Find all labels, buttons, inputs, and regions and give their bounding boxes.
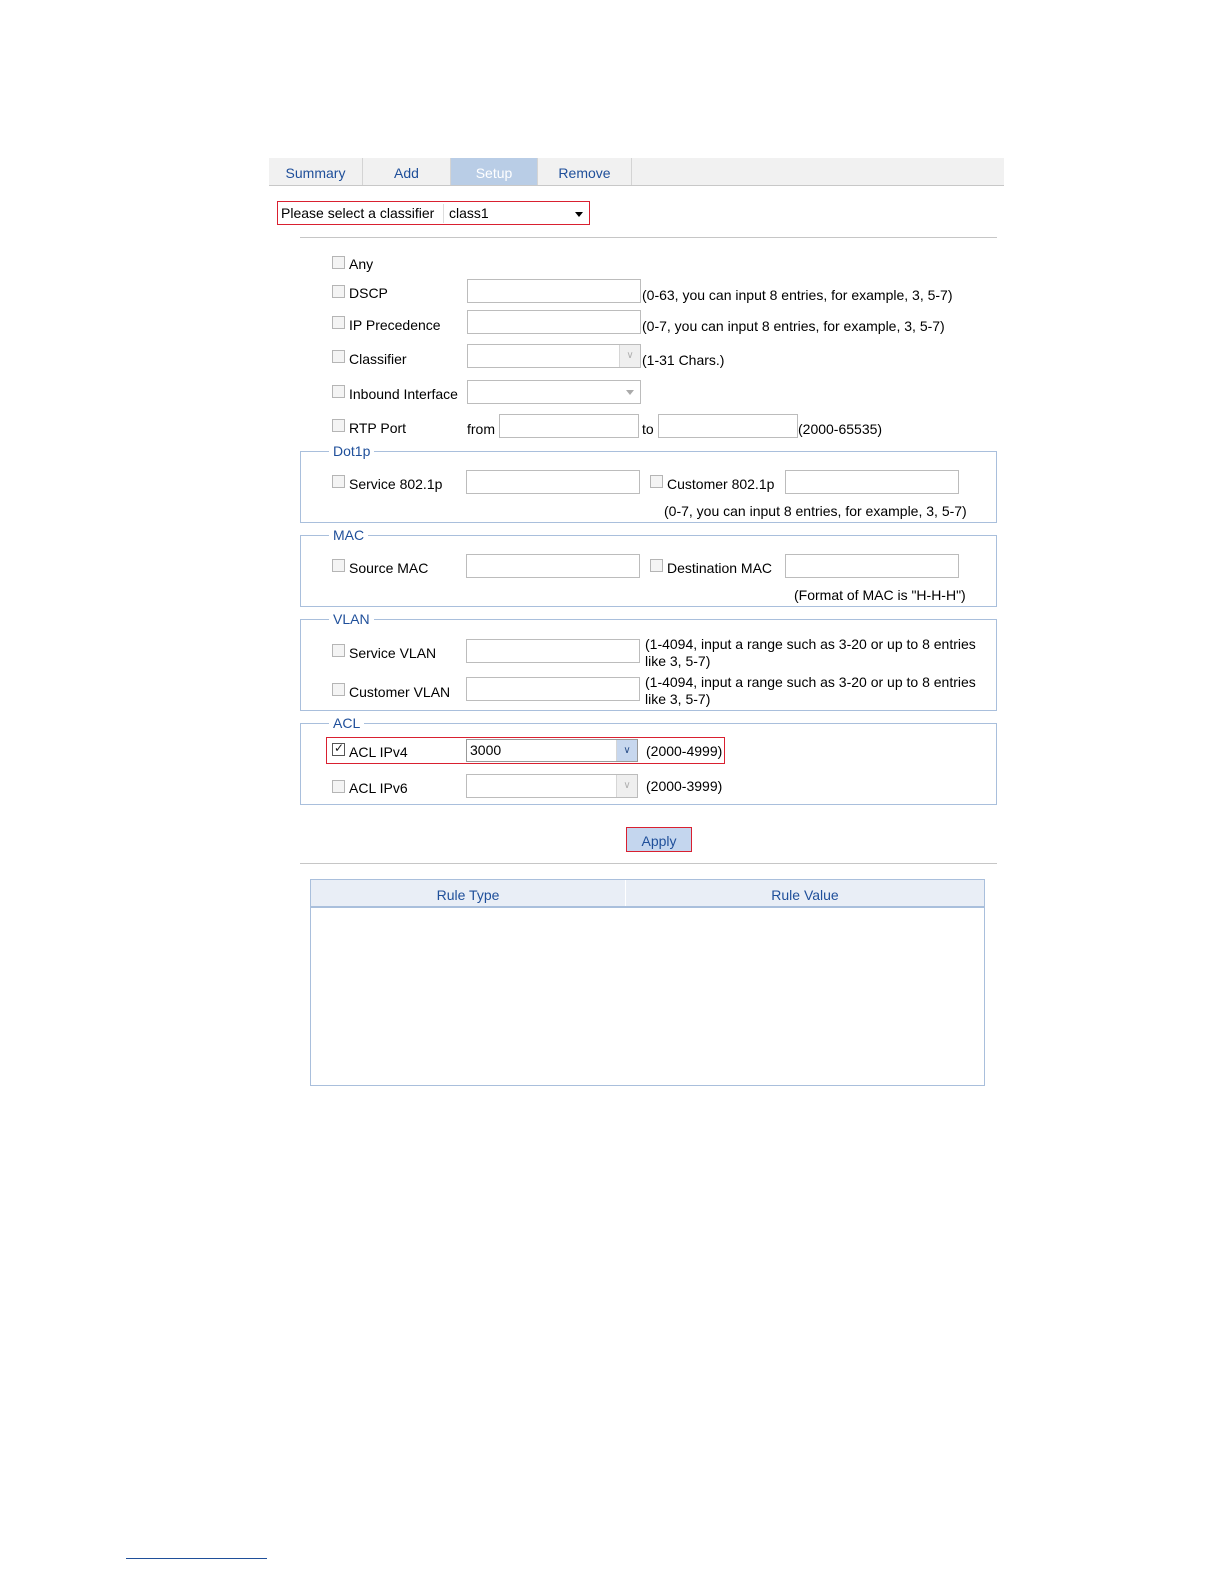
divider <box>300 863 997 864</box>
acl-ipv6-label: ACL IPv6 <box>349 780 408 796</box>
inbound-interface-checkbox[interactable] <box>332 385 345 398</box>
any-label: Any <box>349 256 374 272</box>
vlan-legend: VLAN <box>333 611 370 627</box>
column-header-rule-value[interactable]: Rule Value <box>771 887 839 903</box>
customer-vlan-input[interactable] <box>466 677 640 701</box>
rtp-port-label: RTP Port <box>349 420 407 436</box>
classifier-checkbox[interactable] <box>332 350 345 363</box>
chevron-down-icon <box>626 390 634 395</box>
service-8021p-checkbox[interactable] <box>332 475 345 488</box>
dscp-label: DSCP <box>349 285 388 301</box>
classifier-selector <box>277 201 590 225</box>
chevron-down-icon: ∨ <box>616 775 637 797</box>
classifier-rule-select[interactable] <box>467 344 641 368</box>
dscp-checkbox[interactable] <box>332 285 345 298</box>
chevron-down-icon: ∨ <box>616 740 637 761</box>
source-mac-checkbox[interactable] <box>332 559 345 572</box>
dscp-input[interactable] <box>467 279 641 303</box>
source-mac-input[interactable] <box>466 554 640 578</box>
tab-remove[interactable]: Remove <box>538 158 632 185</box>
acl-ipv6-select[interactable] <box>466 774 638 798</box>
customer-vlan-checkbox[interactable] <box>332 683 345 696</box>
footnote-separator <box>126 1558 267 1559</box>
rtp-port-checkbox[interactable] <box>332 419 345 432</box>
chevron-down-icon: ∨ <box>619 345 640 367</box>
acl-ipv4-select[interactable] <box>466 739 638 762</box>
dscp-hint: (0-63, you can input 8 entries, for example, 3, 5-7) <box>642 287 953 303</box>
classifier-select-value: class1 <box>449 205 489 221</box>
customer-8021p-label: Customer 802.1p <box>667 476 775 492</box>
destination-mac-input[interactable] <box>785 554 959 578</box>
rtp-port-from-input[interactable] <box>499 414 639 438</box>
acl-ipv4-value: 3000 <box>470 742 502 758</box>
any-checkbox[interactable] <box>332 256 345 269</box>
service-vlan-label: Service VLAN <box>349 645 437 661</box>
rtp-port-to-label: to <box>642 421 654 437</box>
customer-8021p-checkbox[interactable] <box>650 475 663 488</box>
acl-legend: ACL <box>333 715 361 731</box>
customer-vlan-label: Customer VLAN <box>349 684 451 700</box>
acl-ipv6-hint: (2000-3999) <box>646 778 723 794</box>
classifier-select[interactable] <box>443 204 589 223</box>
service-8021p-input[interactable] <box>466 470 640 494</box>
customer-8021p-input[interactable] <box>785 470 959 494</box>
ip-precedence-hint: (0-7, you can input 8 entries, for example, 3, 5-7) <box>642 318 945 334</box>
tab-summary[interactable]: Summary <box>269 158 363 185</box>
column-header-rule-type[interactable]: Rule Type <box>311 880 626 906</box>
source-mac-label: Source MAC <box>349 560 429 576</box>
chevron-down-icon <box>575 212 583 217</box>
customer-vlan-hint-line1: (1-4094, input a range such as 3-20 or up to 8 entries <box>645 674 976 690</box>
mac-hint: (Format of MAC is "H-H-H") <box>794 587 966 603</box>
classifier-select-label: Please select a classifier <box>281 205 435 221</box>
acl-ipv4-label: ACL IPv4 <box>349 744 408 760</box>
acl-ipv6-checkbox[interactable] <box>332 780 345 793</box>
service-8021p-label: Service 802.1p <box>349 476 443 492</box>
classifier-hint: (1-31 Chars.) <box>642 352 725 368</box>
rtp-port-to-input[interactable] <box>658 414 798 438</box>
tab-bar <box>269 158 1004 186</box>
classifier-label: Classifier <box>349 351 407 367</box>
dot1p-hint: (0-7, you can input 8 entries, for example, 3, 5-7) <box>664 503 967 519</box>
table-header <box>311 880 984 908</box>
service-vlan-checkbox[interactable] <box>332 644 345 657</box>
rtp-port-hint: (2000-65535) <box>798 421 883 437</box>
tab-setup[interactable]: Setup <box>451 158 538 185</box>
service-vlan-hint-line2: like 3, 5-7) <box>645 653 711 669</box>
acl-ipv4-checkbox[interactable] <box>332 743 345 756</box>
inbound-interface-select[interactable] <box>467 380 641 404</box>
rule-table <box>310 879 985 1086</box>
mac-legend: MAC <box>333 527 365 543</box>
rtp-port-from-label: from <box>467 421 495 437</box>
inbound-interface-label: Inbound Interface <box>349 386 458 402</box>
destination-mac-checkbox[interactable] <box>650 559 663 572</box>
ip-precedence-input[interactable] <box>467 310 641 334</box>
service-vlan-input[interactable] <box>466 639 640 663</box>
ip-precedence-label: IP Precedence <box>349 317 441 333</box>
service-vlan-hint-line1: (1-4094, input a range such as 3-20 or up to 8 entries <box>645 636 976 652</box>
divider <box>300 237 997 238</box>
tab-add[interactable]: Add <box>363 158 451 185</box>
dot1p-legend: Dot1p <box>333 443 371 459</box>
apply-button[interactable]: Apply <box>626 827 692 852</box>
ip-precedence-checkbox[interactable] <box>332 316 345 329</box>
customer-vlan-hint-line2: like 3, 5-7) <box>645 691 711 707</box>
acl-ipv4-hint: (2000-4999) <box>646 743 723 759</box>
destination-mac-label: Destination MAC <box>667 560 773 576</box>
